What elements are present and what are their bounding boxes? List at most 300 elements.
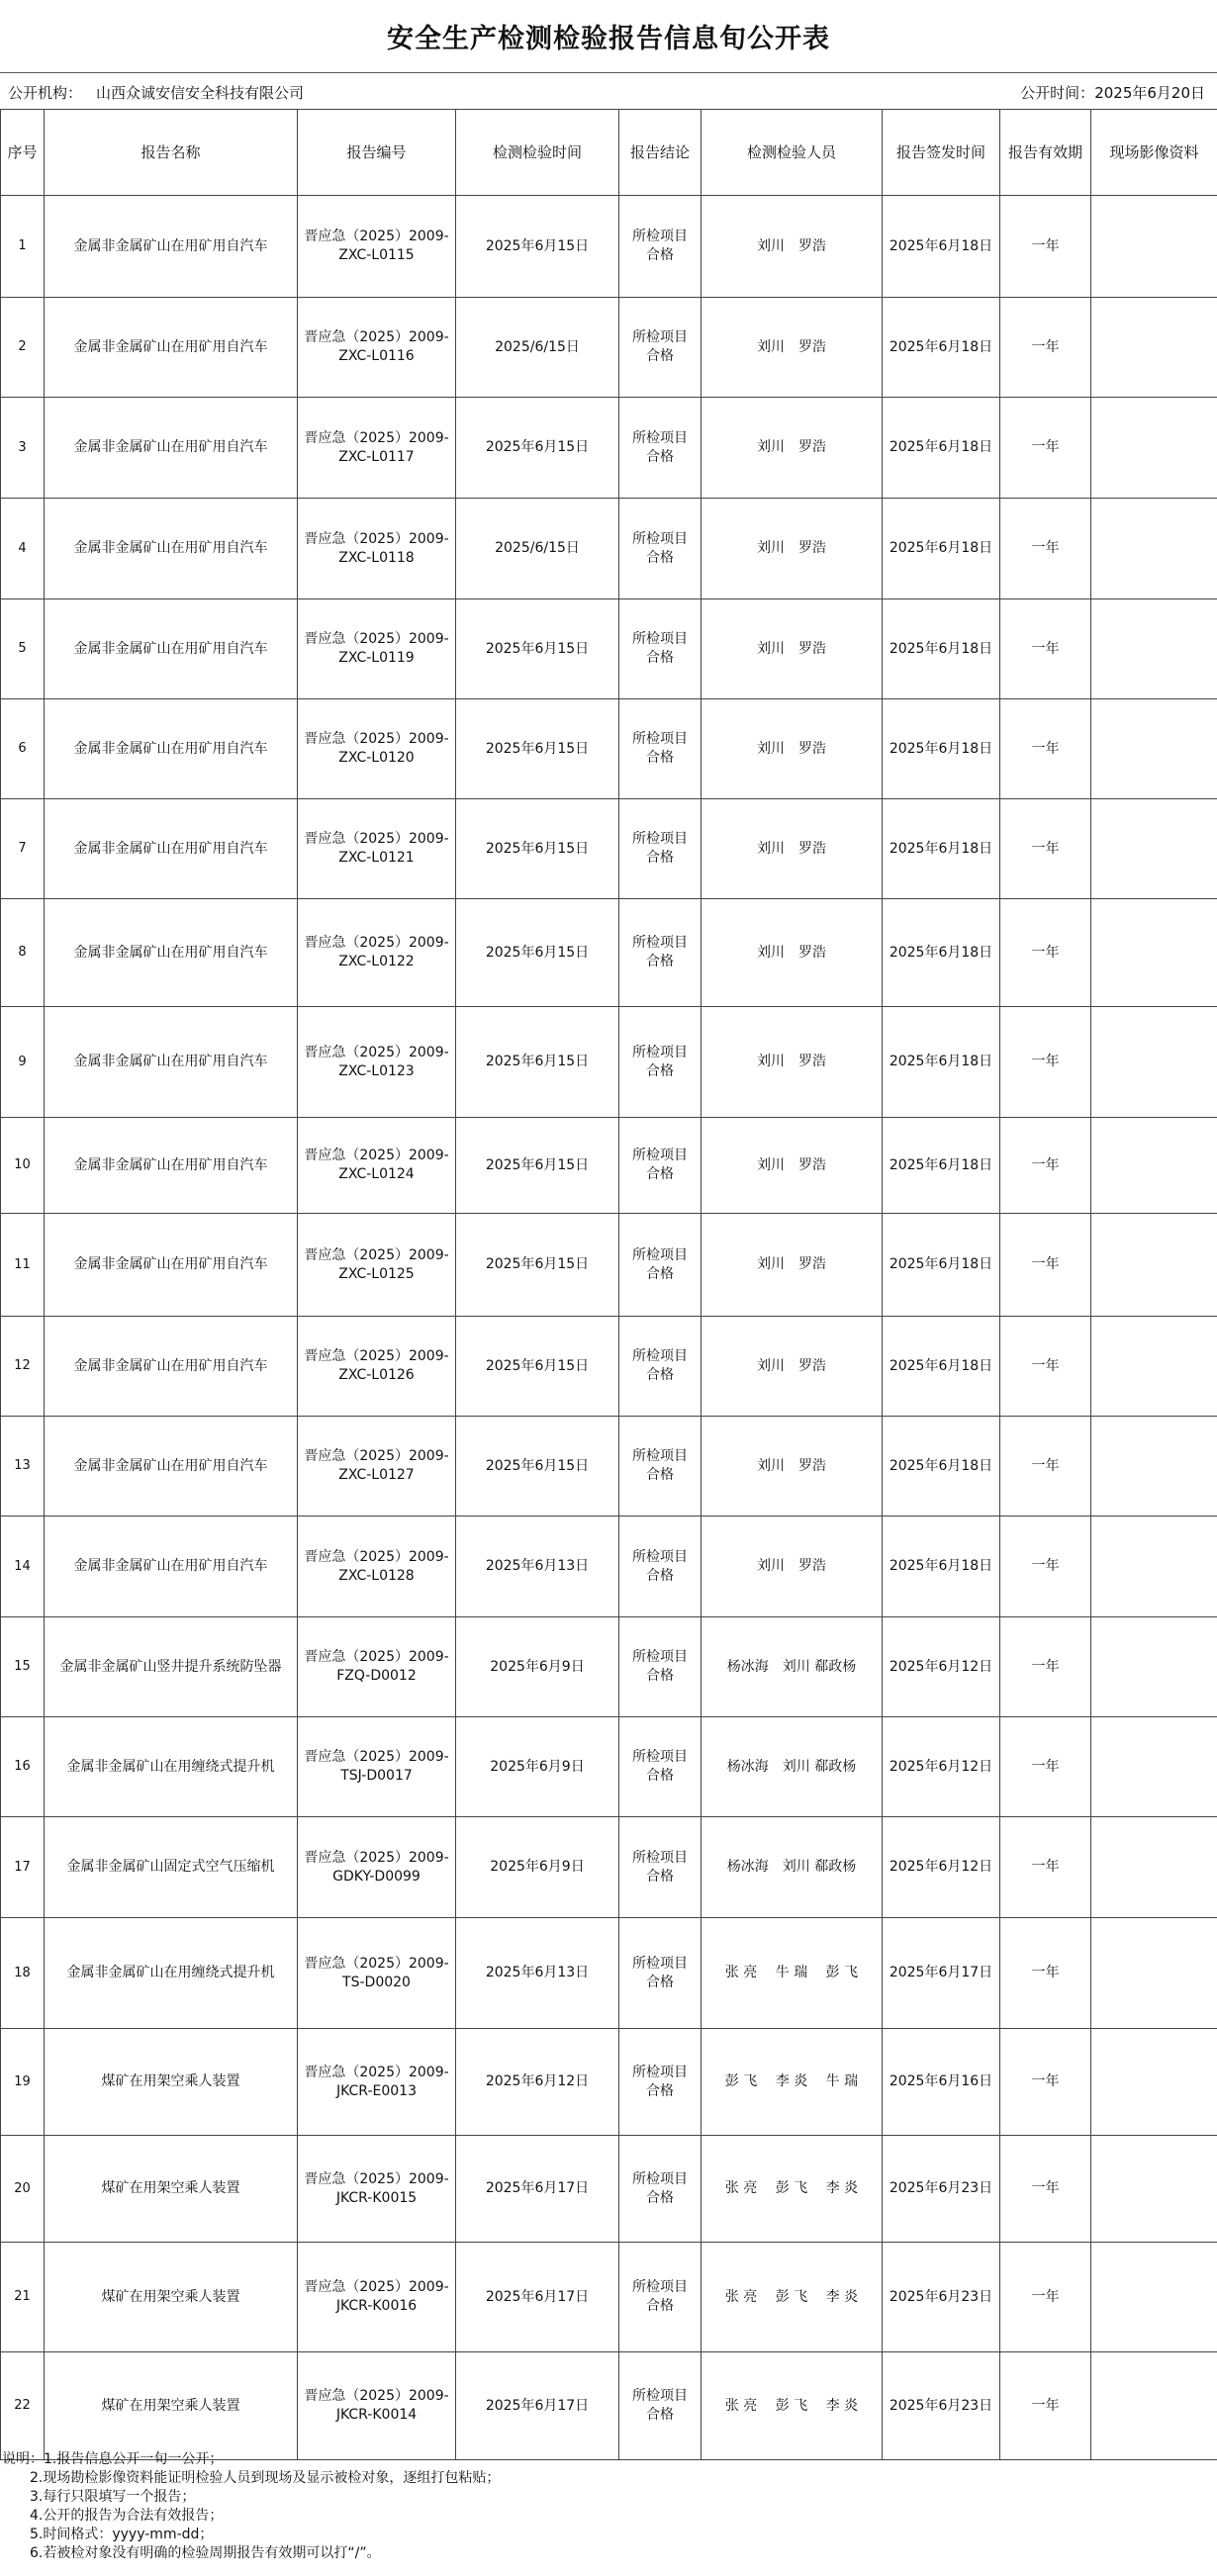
validity: 一年 (1000, 1317, 1091, 1417)
row-number: 12 (1, 1317, 45, 1417)
inspectors: 杨冰海 刘川 郗政杨 (702, 1617, 883, 1717)
row-number: 6 (1, 699, 45, 799)
report-conclusion (619, 2029, 702, 2136)
conclusion-line1: 所检项目 (632, 1148, 688, 1164)
validity: 一年 (1000, 1118, 1091, 1214)
issue-time: 2025年6月17日 (883, 1918, 1000, 2029)
conclusion-line2: 合格 (646, 1567, 674, 1584)
report-conclusion (619, 298, 702, 398)
conclusion-line2: 合格 (646, 448, 674, 465)
report-code (298, 1214, 456, 1317)
report-code (298, 1918, 456, 2029)
site-photos (1091, 599, 1217, 699)
publishing-org (8, 82, 304, 103)
header-conclusion: 报告结论 (619, 110, 702, 196)
site-photos (1091, 1417, 1217, 1517)
conclusion-line2: 合格 (646, 549, 674, 566)
conclusion-line2: 合格 (646, 954, 674, 969)
issue-time: 2025年6月18日 (883, 499, 1000, 599)
issue-time: 2025年6月18日 (883, 699, 1000, 799)
issue-time: 2025年6月18日 (883, 799, 1000, 899)
report-conclusion (619, 1617, 702, 1717)
report-code-line2: ZXC-L0125 (338, 1265, 415, 1282)
validity: 一年 (1000, 298, 1091, 398)
report-conclusion (619, 398, 702, 499)
report-conclusion (619, 1417, 702, 1517)
conclusion-line2: 合格 (646, 1062, 674, 1079)
inspection-time: 2025年6月17日 (456, 2136, 619, 2243)
inspectors: 刘川 罗浩 (702, 1417, 883, 1517)
report-code-line2: ZXC-L0121 (338, 850, 415, 866)
report-code-line2: ZXC-L0127 (338, 1467, 415, 1483)
report-conclusion (619, 2352, 702, 2460)
report-name: 金属非金属矿山竖井提升系统防坠器 (45, 1617, 298, 1717)
table-row (1, 196, 1217, 298)
photo-grid (1092, 1867, 1216, 1869)
validity: 一年 (1000, 2352, 1091, 2460)
report-code (298, 2352, 456, 2460)
note-line: 2.现场勘检影像资料能证明检验人员到现场及显示被检对象，逐组打包粘贴； (30, 2470, 501, 2486)
site-photos (1091, 499, 1217, 599)
table-row (1, 899, 1217, 1007)
report-name: 煤矿在用架空乘人装置 (45, 2352, 298, 2460)
row-number: 5 (1, 599, 45, 699)
photo-grid (1092, 1365, 1216, 1367)
report-code-line1: 晋应急（2025）2009- (304, 1849, 449, 1866)
photo-grid (1092, 648, 1216, 650)
report-code-line1: 晋应急（2025）2009- (304, 2279, 449, 2296)
row-number: 21 (1, 2243, 45, 2352)
inspection-time: 2025年6月15日 (456, 196, 619, 298)
report-name: 金属非金属矿山在用矿用自汽车 (45, 599, 298, 699)
issue-time: 2025年6月18日 (883, 1317, 1000, 1417)
conclusion-line1: 所检项目 (632, 1749, 688, 1766)
report-conclusion (619, 1817, 702, 1918)
table-header-row (1, 110, 1217, 196)
row-number: 22 (1, 2352, 45, 2460)
report-conclusion (619, 1717, 702, 1817)
report-name: 金属非金属矿山在用矿用自汽车 (45, 398, 298, 499)
header-inspectors: 检测检验人员 (702, 110, 883, 196)
photo-grid (1092, 1666, 1216, 1668)
inspection-time: 2025年6月13日 (456, 1517, 619, 1617)
validity: 一年 (1000, 1214, 1091, 1317)
photo-grid (1092, 245, 1216, 247)
report-name: 金属非金属矿山在用矿用自汽车 (45, 799, 298, 899)
report-conclusion (619, 599, 702, 699)
issue-time: 2025年6月18日 (883, 599, 1000, 699)
report-code (298, 899, 456, 1007)
report-code-line2: ZXC-L0120 (338, 750, 415, 766)
validity: 一年 (1000, 398, 1091, 499)
report-code (298, 1417, 456, 1517)
header-inspection-time: 检测检验时间 (456, 110, 619, 196)
report-code-line1: 晋应急（2025）2009- (304, 1348, 449, 1365)
report-code-line2: ZXC-L0123 (338, 1062, 415, 1079)
inspectors: 杨冰海 刘川 郗政杨 (702, 1817, 883, 1918)
header-issue-time: 报告签发时间 (883, 110, 1000, 196)
photo-grid (1092, 2081, 1216, 2083)
conclusion-line1: 所检项目 (632, 530, 688, 547)
report-conclusion (619, 1007, 702, 1118)
issue-time: 2025年6月18日 (883, 1214, 1000, 1317)
report-conclusion (619, 899, 702, 1007)
report-code-line1: 晋应急（2025）2009- (304, 1955, 449, 1972)
conclusion-line2: 合格 (646, 2189, 674, 2206)
inspection-time: 2025年6月15日 (456, 398, 619, 499)
table-row (1, 2136, 1217, 2243)
conclusion-line1: 所检项目 (632, 2388, 688, 2405)
inspection-time: 2025年6月15日 (456, 1007, 619, 1118)
photo-grid (1092, 548, 1216, 550)
table-row (1, 1317, 1217, 1417)
report-code-line2: ZXC-L0117 (338, 448, 415, 465)
issue-time: 2025年6月18日 (883, 1007, 1000, 1118)
note-line: 3.每行只限填写一个报告； (30, 2489, 196, 2505)
row-number: 9 (1, 1007, 45, 1118)
table-row (1, 2243, 1217, 2352)
report-code (298, 2243, 456, 2352)
row-number: 20 (1, 2136, 45, 2243)
conclusion-line1: 所检项目 (632, 429, 688, 446)
row-number: 17 (1, 1817, 45, 1918)
table-row (1, 1214, 1217, 1317)
validity: 一年 (1000, 1817, 1091, 1918)
header-report-name: 报告名称 (45, 110, 298, 196)
row-number: 14 (1, 1517, 45, 1617)
inspectors: 刘川 罗浩 (702, 499, 883, 599)
report-code-line1: 晋应急（2025）2009- (304, 1749, 449, 1766)
validity: 一年 (1000, 599, 1091, 699)
report-conclusion (619, 499, 702, 599)
conclusion-line1: 所检项目 (632, 329, 688, 346)
header-no: 序号 (1, 110, 45, 196)
inspectors: 张 亮 牛 瑞 彭 飞 (702, 1918, 883, 2029)
inspectors: 刘川 罗浩 (702, 298, 883, 398)
report-conclusion (619, 196, 702, 298)
issue-time: 2025年6月23日 (883, 2352, 1000, 2460)
row-number: 10 (1, 1118, 45, 1214)
table-row (1, 799, 1217, 899)
report-code-line2: ZXC-L0115 (338, 247, 415, 263)
conclusion-line2: 合格 (646, 2082, 674, 2099)
report-code-line2: ZXC-L0119 (338, 650, 415, 666)
validity: 一年 (1000, 2029, 1091, 2136)
conclusion-line1: 所检项目 (632, 229, 688, 245)
inspectors: 刘川 罗浩 (702, 799, 883, 899)
row-number: 7 (1, 799, 45, 899)
row-number: 1 (1, 196, 45, 298)
validity: 一年 (1000, 2136, 1091, 2243)
conclusion-line2: 合格 (646, 348, 674, 364)
report-code-line1: 晋应急（2025）2009- (304, 1246, 449, 1263)
photo-grid (1092, 2405, 1216, 2407)
header-site-photos: 现场影像资料 (1091, 110, 1217, 196)
row-number: 4 (1, 499, 45, 599)
report-code (298, 2029, 456, 2136)
validity: 一年 (1000, 799, 1091, 899)
site-photos (1091, 1617, 1217, 1717)
report-code (298, 1617, 456, 1717)
conclusion-line1: 所检项目 (632, 2170, 688, 2187)
photo-grid (1092, 1061, 1216, 1063)
report-code-line1: 晋应急（2025）2009- (304, 530, 449, 547)
site-photos (1091, 196, 1217, 298)
report-code (298, 298, 456, 398)
issue-time: 2025年6月23日 (883, 2136, 1000, 2243)
site-photos (1091, 2352, 1217, 2460)
site-photos (1091, 2136, 1217, 2243)
report-name: 金属非金属矿山在用矿用自汽车 (45, 196, 298, 298)
site-photos (1091, 2243, 1217, 2352)
validity: 一年 (1000, 196, 1091, 298)
report-name: 金属非金属矿山在用矿用自汽车 (45, 1417, 298, 1517)
report-name: 金属非金属矿山在用矿用自汽车 (45, 1007, 298, 1118)
inspectors: 张 亮 彭 飞 李 炎 (702, 2243, 883, 2352)
conclusion-line2: 合格 (646, 750, 674, 766)
issue-time: 2025年6月16日 (883, 2029, 1000, 2136)
notes (2, 2450, 1209, 2563)
conclusion-line1: 所检项目 (632, 1448, 688, 1465)
report-code-line2: JKCR-K0016 (335, 2298, 418, 2314)
row-number: 13 (1, 1417, 45, 1517)
inspection-time: 2025年6月17日 (456, 2352, 619, 2460)
date-label: 公开时间： (1020, 84, 1095, 102)
report-code-line2: ZXC-L0122 (338, 954, 415, 969)
site-photos (1091, 899, 1217, 1007)
report-conclusion (619, 799, 702, 899)
issue-time: 2025年6月18日 (883, 1118, 1000, 1214)
table-row (1, 2352, 1217, 2460)
report-code-line1: 晋应急（2025）2009- (304, 631, 449, 648)
conclusion-line2: 合格 (646, 1166, 674, 1182)
inspection-time: 2025年6月15日 (456, 1214, 619, 1317)
inspection-time: 2025年6月15日 (456, 1118, 619, 1214)
page-title: 安全生产检测检验报告信息旬公开表 (387, 24, 830, 54)
inspection-time: 2025年6月15日 (456, 799, 619, 899)
site-photos (1091, 1918, 1217, 2029)
report-name: 金属非金属矿山在用缠绕式提升机 (45, 1918, 298, 2029)
inspectors: 刘川 罗浩 (702, 196, 883, 298)
report-code (298, 1317, 456, 1417)
table-row (1, 1417, 1217, 1517)
conclusion-line2: 合格 (646, 1265, 674, 1282)
issue-time: 2025年6月12日 (883, 1817, 1000, 1918)
photo-grid (1092, 1164, 1216, 1166)
table-row (1, 298, 1217, 398)
conclusion-line1: 所检项目 (632, 1955, 688, 1972)
issue-time: 2025年6月18日 (883, 1417, 1000, 1517)
site-photos (1091, 298, 1217, 398)
site-photos (1091, 1817, 1217, 1918)
report-code-line2: FZQ-D0012 (336, 1668, 417, 1684)
photo-grid (1092, 2296, 1216, 2298)
table-row (1, 1717, 1217, 1817)
validity: 一年 (1000, 2243, 1091, 2352)
report-conclusion (619, 1317, 702, 1417)
site-photos (1091, 398, 1217, 499)
conclusion-line2: 合格 (646, 2298, 674, 2314)
report-name: 金属非金属矿山固定式空气压缩机 (45, 1817, 298, 1918)
report-code (298, 799, 456, 899)
report-conclusion (619, 1118, 702, 1214)
report-conclusion (619, 2136, 702, 2243)
row-number: 2 (1, 298, 45, 398)
inspectors: 彭 飞 李 炎 牛 瑞 (702, 2029, 883, 2136)
inspection-time: 2025年6月15日 (456, 1417, 619, 1517)
validity: 一年 (1000, 1517, 1091, 1617)
row-number: 16 (1, 1717, 45, 1817)
inspection-time: 2025/6/15日 (456, 298, 619, 398)
report-code (298, 1118, 456, 1214)
report-code-line2: JKCR-E0013 (335, 2082, 417, 2099)
inspection-time: 2025年6月9日 (456, 1817, 619, 1918)
table-row (1, 1918, 1217, 2029)
inspection-time: 2025年6月12日 (456, 2029, 619, 2136)
report-code (298, 1717, 456, 1817)
inspection-time: 2025年6月9日 (456, 1717, 619, 1817)
table-row (1, 1517, 1217, 1617)
header-validity: 报告有效期 (1000, 110, 1091, 196)
inspectors: 刘川 罗浩 (702, 1214, 883, 1317)
row-number: 11 (1, 1214, 45, 1317)
inspectors: 刘川 罗浩 (702, 398, 883, 499)
conclusion-line2: 合格 (646, 1768, 674, 1784)
inspectors: 杨冰海 刘川 郗政杨 (702, 1717, 883, 1817)
inspection-time: 2025年6月15日 (456, 1317, 619, 1417)
site-photos (1091, 1517, 1217, 1617)
row-number: 8 (1, 899, 45, 1007)
report-code (298, 398, 456, 499)
report-code-line2: GDKY-D0099 (332, 1868, 421, 1885)
report-conclusion (619, 699, 702, 799)
issue-time: 2025年6月18日 (883, 1517, 1000, 1617)
report-code (298, 599, 456, 699)
validity: 一年 (1000, 1007, 1091, 1118)
report-conclusion (619, 1918, 702, 2029)
conclusion-line2: 合格 (646, 2407, 674, 2423)
date-value: 2025年6月20日 (1094, 84, 1205, 102)
conclusion-line1: 所检项目 (632, 1548, 688, 1565)
report-code (298, 2136, 456, 2243)
table-row (1, 1118, 1217, 1214)
report-code-line1: 晋应急（2025）2009- (304, 1548, 449, 1565)
site-photos (1091, 1214, 1217, 1317)
site-photos (1091, 1007, 1217, 1118)
report-code-line2: ZXC-L0126 (338, 1367, 415, 1383)
inspection-time: 2025年6月13日 (456, 1918, 619, 2029)
report-name: 金属非金属矿山在用缠绕式提升机 (45, 1717, 298, 1817)
inspectors: 刘川 罗浩 (702, 899, 883, 1007)
report-name: 金属非金属矿山在用矿用自汽车 (45, 1517, 298, 1617)
photo-grid (1092, 748, 1216, 750)
photo-grid (1092, 2188, 1216, 2190)
row-number: 19 (1, 2029, 45, 2136)
validity: 一年 (1000, 1617, 1091, 1717)
report-code-line1: 晋应急（2025）2009- (304, 1044, 449, 1060)
photo-grid (1092, 1264, 1216, 1266)
conclusion-line2: 合格 (646, 1974, 674, 1990)
inspection-time: 2025年6月9日 (456, 1617, 619, 1717)
inspectors: 刘川 罗浩 (702, 1007, 883, 1118)
issue-time: 2025年6月12日 (883, 1617, 1000, 1717)
conclusion-line1: 所检项目 (632, 1348, 688, 1365)
note-line: 6.若被检对象没有明确的检验周期报告有效期可以打“/”。 (30, 2545, 381, 2561)
issue-time: 2025年6月18日 (883, 196, 1000, 298)
table-row (1, 699, 1217, 799)
report-code-line1: 晋应急（2025）2009- (304, 229, 449, 245)
validity: 一年 (1000, 1417, 1091, 1517)
report-name: 金属非金属矿山在用矿用自汽车 (45, 499, 298, 599)
site-photos (1091, 1717, 1217, 1817)
photo-grid (1092, 1465, 1216, 1467)
inspectors: 刘川 罗浩 (702, 1118, 883, 1214)
validity: 一年 (1000, 899, 1091, 1007)
site-photos (1091, 2029, 1217, 2136)
report-code-line1: 晋应急（2025）2009- (304, 1448, 449, 1465)
inspection-time: 2025/6/15日 (456, 499, 619, 599)
inspectors: 刘川 罗浩 (702, 699, 883, 799)
site-photos (1091, 699, 1217, 799)
conclusion-line1: 所检项目 (632, 1246, 688, 1263)
validity: 一年 (1000, 1918, 1091, 2029)
issue-time: 2025年6月12日 (883, 1717, 1000, 1817)
note-line: 说明：1.报告信息公开一旬一公开； (2, 2451, 224, 2467)
table-body (1, 196, 1217, 2460)
report-name: 金属非金属矿山在用矿用自汽车 (45, 1317, 298, 1417)
report-conclusion (619, 1517, 702, 1617)
table-row (1, 1817, 1217, 1918)
report-conclusion (619, 1214, 702, 1317)
table-row (1, 1007, 1217, 1118)
note-line: 4.公开的报告为合法有效报告； (30, 2508, 224, 2524)
report-code-line2: JKCR-K0014 (335, 2407, 418, 2423)
report-code (298, 1817, 456, 1918)
report-code-line1: 晋应急（2025）2009- (304, 329, 449, 346)
report-code-line2: JKCR-K0015 (335, 2189, 418, 2206)
conclusion-line2: 合格 (646, 1467, 674, 1483)
conclusion-line1: 所检项目 (632, 1849, 688, 1866)
conclusion-line1: 所检项目 (632, 1044, 688, 1060)
site-photos (1091, 1317, 1217, 1417)
report-code-line1: 晋应急（2025）2009- (304, 731, 449, 748)
report-code-line1: 晋应急（2025）2009- (304, 2388, 449, 2405)
conclusion-line2: 合格 (646, 1868, 674, 1885)
conclusion-line2: 合格 (646, 247, 674, 263)
table-row (1, 1617, 1217, 1717)
report-code-line1: 晋应急（2025）2009- (304, 429, 449, 446)
report-code (298, 1517, 456, 1617)
report-code-line1: 晋应急（2025）2009- (304, 831, 449, 848)
report-code-line1: 晋应急（2025）2009- (304, 2064, 449, 2080)
table-row (1, 398, 1217, 499)
issue-time: 2025年6月18日 (883, 398, 1000, 499)
note-line: 5.时间格式：yyyy-mm-dd； (30, 2527, 214, 2542)
inspectors: 刘川 罗浩 (702, 1517, 883, 1617)
org-label: 公开机构： (8, 84, 83, 102)
report-code-line2: ZXC-L0116 (338, 348, 415, 364)
conclusion-line1: 所检项目 (632, 831, 688, 848)
report-code-line1: 晋应急（2025）2009- (304, 935, 449, 952)
report-name: 金属非金属矿山在用矿用自汽车 (45, 298, 298, 398)
report-table (0, 109, 1217, 2460)
conclusion-line1: 所检项目 (632, 935, 688, 952)
report-code-line2: ZXC-L0128 (338, 1567, 415, 1584)
report-name: 煤矿在用架空乘人装置 (45, 2029, 298, 2136)
conclusion-line1: 所检项目 (632, 2279, 688, 2296)
info-bar (0, 72, 1217, 110)
conclusion-line1: 所检项目 (632, 731, 688, 748)
